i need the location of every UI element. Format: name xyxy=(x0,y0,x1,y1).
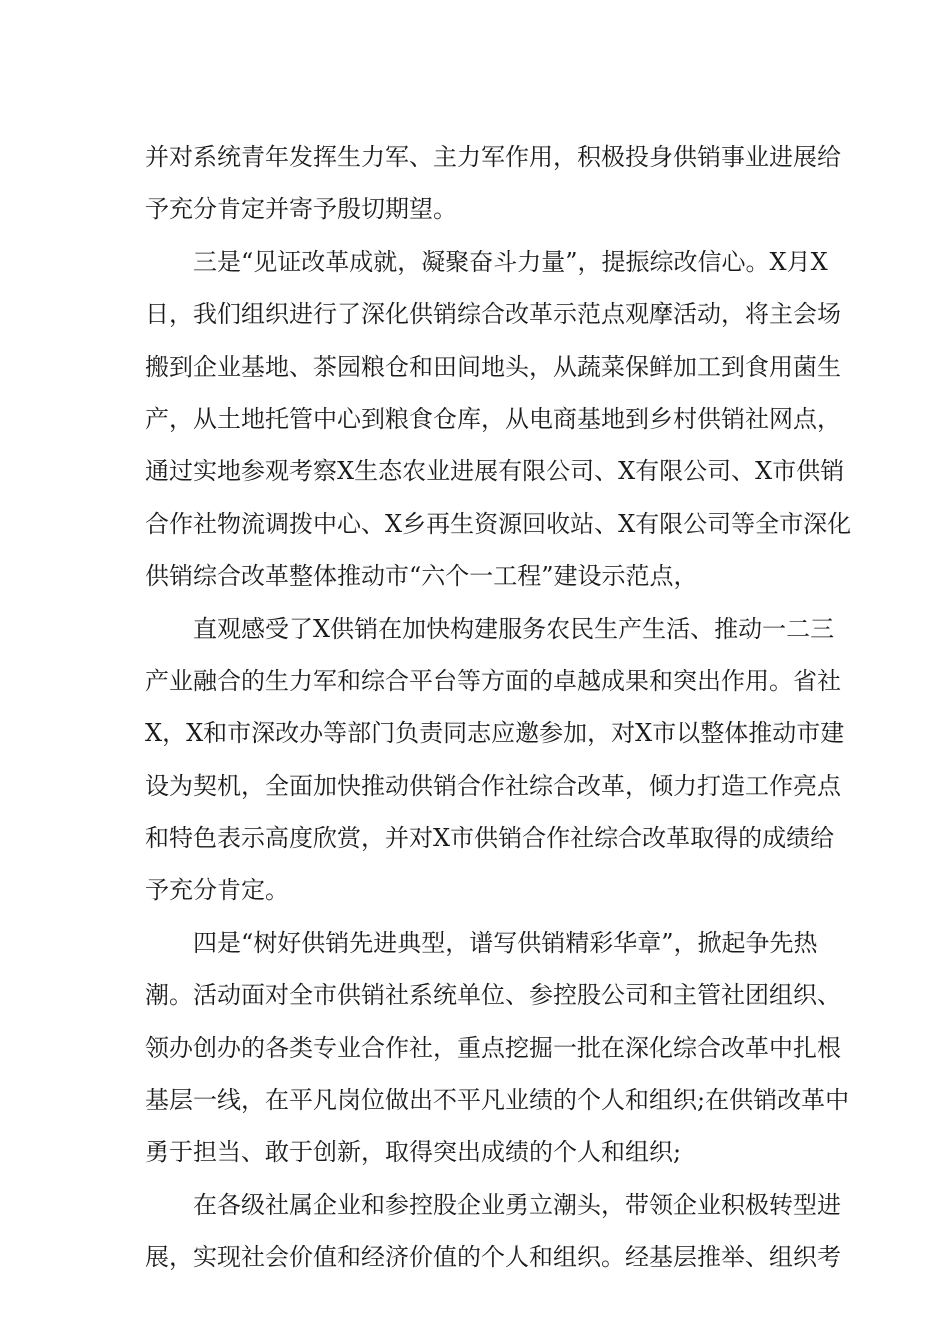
document-body xyxy=(145,131,852,1284)
text-line: 供销综合改革整体推动市“六个一工程”建设示范点， xyxy=(145,562,698,591)
text-line: 搬到企业基地、茶园粮仓和田间地头，从蔬菜保鲜加工到食用菌生 xyxy=(145,352,841,381)
text-line: 三是“见证改革成就，凝聚奋斗力量”，提振综改信心。X月X xyxy=(193,247,828,276)
text-line: 产，从土地托管中心到粮食仓库，从电商基地到乡村供销社网点， xyxy=(145,404,841,433)
text-line: 勇于担当、敢于创新，取得突出成绩的个人和组织; xyxy=(145,1138,682,1167)
text-line: 直观感受了X供销在加快构建服务农民生产生活、推动一二三 xyxy=(193,614,835,643)
text-line: 并对系统青年发挥生力军、主力军作用，积极投身供销事业进展给 xyxy=(145,143,841,171)
text-line: 合作社物流调拨中心、X乡再生资源回收站、X有限公司等全市深化 xyxy=(145,509,852,538)
text-line: 予充分肯定并寄予殷切期望。 xyxy=(145,195,457,224)
text-line: 日，我们组织进行了深化供销综合改革示范点观摩活动，将主会场 xyxy=(145,300,841,329)
text-line: 予充分肯定。 xyxy=(145,876,289,905)
text-line: 四是“树好供销先进典型，谱写供销精彩华章”，掀起争先热 xyxy=(193,928,818,957)
text-line: 领办创办的各类专业合作社，重点挖掘一批在深化综合改革中扎根 xyxy=(145,1033,841,1062)
text-line: 展，实现社会价值和经济价值的个人和组织。经基层推举、组织考 xyxy=(145,1243,841,1272)
text-line: 基层一线，在平凡岗位做出不平凡业绩的个人和组织;在供销改革中 xyxy=(145,1086,850,1115)
text-line: 设为契机，全面加快推动供销合作社综合改革，倾力打造工作亮点 xyxy=(145,771,841,800)
text-line: 在各级社属企业和参控股企业勇立潮头，带领企业积极转型进 xyxy=(193,1190,841,1219)
text-line: 通过实地参观考察X生态农业进展有限公司、X有限公司、X市供销 xyxy=(145,457,845,486)
text-line: 和特色表示高度欣赏，并对X市供销合作社综合改革取得的成绩给 xyxy=(145,824,835,853)
text-line: 产业融合的生力军和综合平台等方面的卓越成果和突出作用。省社 xyxy=(145,666,841,695)
text-line: 潮。活动面对全市供销社系统单位、参控股公司和主管社团组织、 xyxy=(145,981,841,1010)
text-line: X，X和市深改办等部门负责同志应邀参加，对X市以整体推动市建 xyxy=(145,719,845,748)
